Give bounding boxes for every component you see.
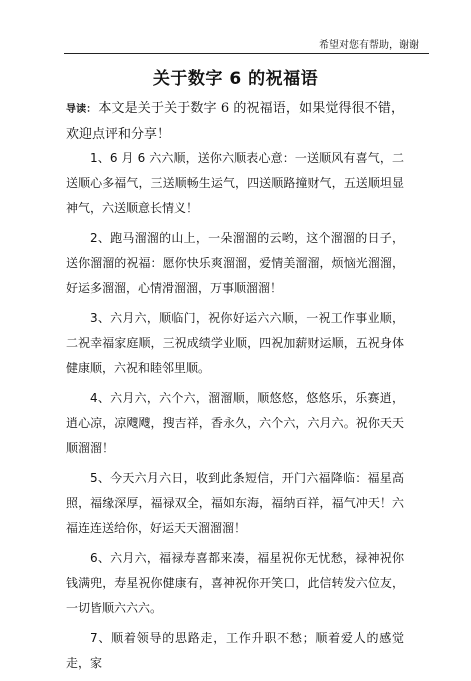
page-title: 关于数字 6 的祝福语	[152, 69, 319, 89]
blessing-item-4: 4、六月六，六个六，溜溜顺，顺悠悠，悠悠乐，乐赛逍，逍心凉，凉飕飕，搜吉祥，香永久，六个六，六月六。祝你天天顺溜溜！	[66, 391, 404, 455]
blessing-item-3: 3、六月六，顺临门，祝你好运六六顺，一祝工作事业顺，二祝幸福家庭顺，三祝成绩学业顺，四祝加薪财运顺，五祝身体健康顺，六祝和睦邻里顺。	[66, 311, 404, 375]
intro-text: 本文是关于关于数字 6 的祝福语，如果觉得很不错，欢迎点评和分享！	[66, 101, 404, 142]
intro-paragraph	[66, 96, 404, 147]
header-divider	[64, 53, 429, 54]
blessing-item-6: 6、六月六，福禄寿喜都来凑，福星祝你无忧愁，禄神祝你钱满兜，寿星祝你健康有，喜神祝你开笑口，此信转发六位友，一切皆顺六六六。	[66, 551, 404, 615]
header-note: 希望对您有帮助，谢谢	[319, 40, 419, 51]
blessing-item-1: 1、6 月 6 六六顺，送你六顺表心意：一送顺风有喜气，二送顺心多福气，三送顺畅生运气，四送顺路撞财气，五送顺坦显神气，六送顺意长情义！	[66, 151, 404, 215]
blessing-list	[66, 146, 404, 681]
blessing-item-7: 7、顺着领导的思路走，工作升职不愁；顺着爱人的感觉走，家	[66, 631, 404, 670]
blessing-item-2: 2、跑马溜溜的山上，一朵溜溜的云哟，这个溜溜的日子，送你溜溜的祝福：愿你快乐爽溜溜，爱情美溜溜，烦恼光溜溜，好运多溜溜，心情滑溜溜，万事顺溜溜！	[66, 231, 404, 295]
blessing-item-5: 5、今天六月六日，收到此条短信，开门六福降临：福星高照，福缘深厚，福禄双全，福如东海，福纳百祥，福气冲天！六福连连送给你，好运天天溜溜溜！	[66, 471, 404, 535]
intro-label: 导读：	[66, 104, 97, 115]
